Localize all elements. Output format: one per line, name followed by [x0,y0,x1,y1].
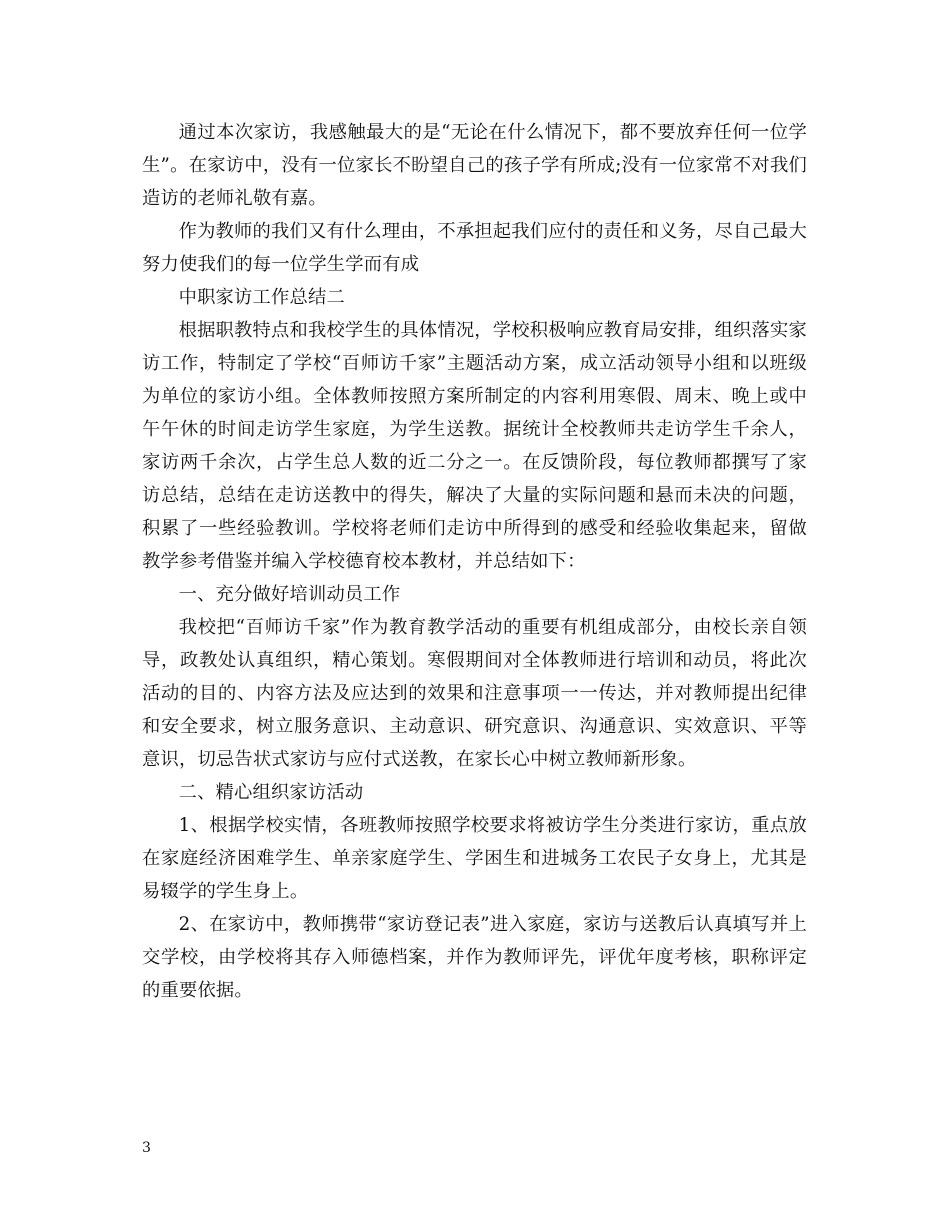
paragraph: 通过本次家访，我感触最大的是“无论在什么情况下，都不要放弃任何一位学生”。在家访中，没有一位家长不盼望自己的孩子学有所成;没有一位家常不对我们造访的老师礼敬有嘉。 [142,122,807,209]
paragraph: 2、在家访中，教师携带“家访登记表”进入家庭，家访与送教后认真填写并上交学校，由学校将其存入师德档案，并作为教师评先，评优年度考核，职称评定的重要依据。 [142,914,807,1001]
paragraph: 根据职教特点和我校学生的具体情况，学校积极响应教育局安排，组织落实家访工作，特制定了学校“百师访千家”主题活动方案，成立活动领导小组和以班级为单位的家访小组。全体教师按照方案所制定的内容利用寒假、周末、晚上或中午午休的时间走访学生家庭，为学生送教。据统计全校教师共走访学生千余人，家访两千余次，占学生总人数的近二分之一。在反馈阶段，每位教师都撰写了家访总结，总结在走访送教中的得失，解决了大量的实际问题和悬而未决的问题，积累了一些经验教训。学校将老师们走访中所得到的感受和经验收集起来，留做教学参考借鉴并编入学校德育校本教材，并总结如下： [142,320,807,572]
section-heading: 一、充分做好培训动员工作 [178,584,401,605]
paragraph: 我校把“百师访千家”作为教育教学活动的重要有机组成部分，由校长亲自领导，政教处认真组织，精心策划。寒假期间对全体教师进行培训和动员，将此次活动的目的、内容方法及应达到的效果和注意事项一一传达，并对教师提出纪律和安全要求，树立服务意识、主动意识、研究意识、沟通意识、实效意识、平等意识，切忌告状式家访与应付式送教，在家长心中树立教师新形象。 [142,617,807,770]
section-heading: 中职家访工作总结二 [178,287,345,308]
page-number: 3 [142,1140,151,1156]
paragraph: 1、根据学校实情，各班教师按照学校要求将被访学生分类进行家访，重点放在家庭经济困难学生、单亲家庭学生、学困生和进城务工农民子女身上，尤其是易辍学的学生身上。 [142,815,807,902]
section-heading: 二、精心组织家访活动 [178,782,364,803]
document-body [142,116,807,1007]
paragraph: 作为教师的我们又有什么理由，不承担起我们应付的责任和义务，尽自己最大努力使我们的每一位学生学而有成 [142,221,807,275]
